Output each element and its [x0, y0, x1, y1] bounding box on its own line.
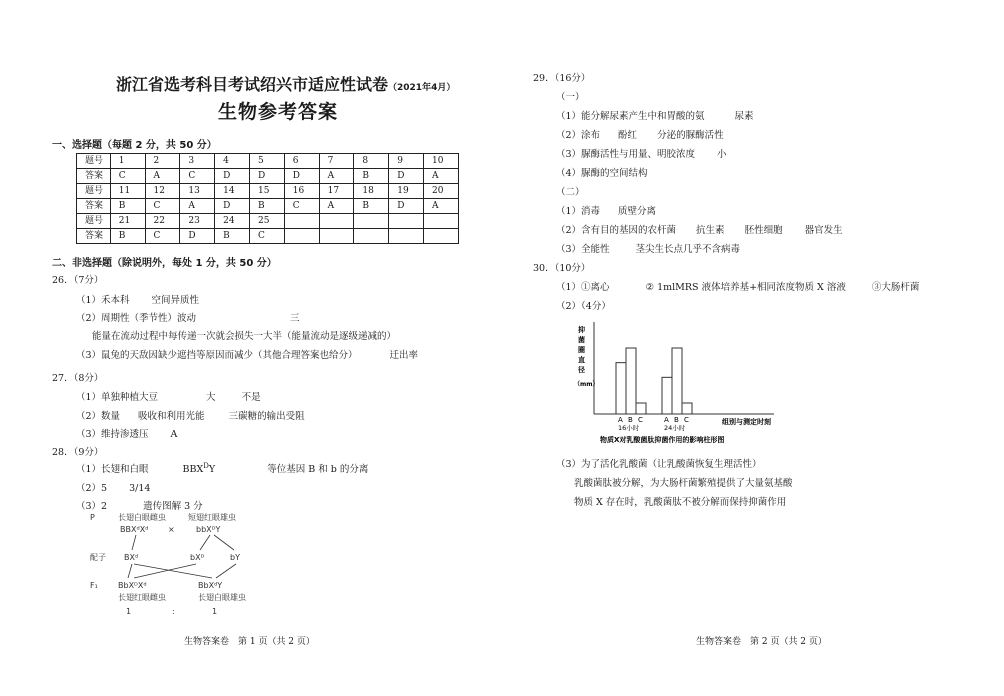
table-cell: A: [319, 169, 354, 184]
table-cell: D: [389, 169, 424, 184]
q29-line3: （3）脲酶活性与用量、明胶浓度 小: [556, 149, 727, 160]
table-cell: 25: [249, 214, 284, 229]
bar: [662, 377, 672, 414]
y-axis-label-char: 径: [578, 366, 585, 374]
section1-heading: 一、选择题（每题 2 分，共 50 分）: [52, 140, 217, 151]
q30-line2: （2）（4分）: [556, 301, 611, 312]
table-row-header: 题号: [77, 184, 111, 199]
table-cell: 15: [249, 184, 284, 199]
table-cell: 17: [319, 184, 354, 199]
q29-part2-line3: （3）全能性 茎尖生长点几乎不含病毒: [556, 244, 741, 255]
table-cell: 2: [145, 154, 180, 169]
table-cell: 19: [389, 184, 424, 199]
table-cell: 5: [249, 154, 284, 169]
bar-label: B: [628, 416, 633, 424]
gamete-1: BXᵈ: [124, 553, 139, 562]
group-label: 24小时: [664, 424, 686, 432]
table-cell: 13: [180, 184, 215, 199]
q30-line5: 物质 X 存在时，乳酸菌肽不被分解而保持抑菌作用: [574, 497, 787, 508]
table-cell: D: [249, 169, 284, 184]
table-cell: B: [215, 229, 250, 244]
table-cell: [424, 214, 459, 229]
table-cell: B: [354, 169, 389, 184]
bar-label: C: [638, 416, 643, 424]
ratio-left: 1: [126, 607, 132, 616]
x-axis-label: 组别与测定时刻: [722, 418, 771, 426]
f1-label: F₁: [90, 581, 98, 590]
answer-key-title: 生物参考答案: [218, 101, 339, 123]
table-cell: C: [249, 229, 284, 244]
genetic-diagram: [88, 510, 288, 616]
q29-heading: 29．（16分）: [533, 73, 591, 84]
table-cell: A: [319, 199, 354, 214]
q30-heading: 30．（10分）: [533, 263, 591, 274]
ratio-right: 1: [212, 607, 218, 616]
q30-line3: （3）为了活化乳酸菌（让乳酸菌恢复生理活性）: [556, 459, 762, 470]
table-cell: [354, 229, 389, 244]
table-cell: A: [424, 199, 459, 214]
q28-line2: （2）5 3/14: [76, 483, 151, 494]
table-cell: 4: [215, 154, 250, 169]
table-cell: 6: [284, 154, 319, 169]
arrow-line: [134, 564, 196, 578]
arrow-line: [216, 564, 236, 578]
f1-left-phenotype: 长翅红眼雌虫: [118, 593, 166, 602]
q27-line2: （2）数量 吸收和利用光能 三碳糖的输出受阻: [76, 411, 305, 422]
arrow-line: [200, 535, 210, 550]
table-cell: B: [354, 199, 389, 214]
table-row-header: 答案: [77, 169, 111, 184]
y-axis-label-char: 菌: [578, 336, 585, 344]
table-cell: 12: [145, 184, 180, 199]
f1-right-phenotype: 长翅白眼雄虫: [198, 593, 246, 602]
table-cell: [389, 214, 424, 229]
y-axis-label-char: 圈: [578, 346, 585, 354]
table-cell: [389, 229, 424, 244]
q26-heading: 26．（7分）: [52, 275, 104, 286]
table-cell: [319, 214, 354, 229]
table-cell: C: [145, 199, 180, 214]
table-cell: 8: [354, 154, 389, 169]
table-row-header: 题号: [77, 214, 111, 229]
table-row: [77, 184, 459, 199]
bar: [626, 348, 636, 414]
q28-line1: （1）长翅和白眼 $BBX^DY$ 等位基因 B 和 b 的分离: [76, 461, 369, 475]
table-cell: 10: [424, 154, 459, 169]
table-cell: [319, 229, 354, 244]
table-cell: 22: [145, 214, 180, 229]
table-cell: [284, 229, 319, 244]
p-right-genotype: bbXᴰY: [196, 525, 221, 534]
q29-part2: （二）: [556, 187, 585, 198]
arrow-line: [132, 535, 136, 550]
table-cell: 14: [215, 184, 250, 199]
page2-footer: 生物答案卷 第 2 页（共 2 页）: [696, 637, 827, 647]
table-cell: [354, 214, 389, 229]
q30-line4: 乳酸菌肽被分解，为大肠杆菌繁殖提供了大量氨基酸: [574, 478, 793, 489]
table-cell: 9: [389, 154, 424, 169]
p-left-genotype: BBXᵈXᵈ: [120, 525, 149, 534]
table-row: [77, 229, 459, 244]
cross-symbol: ×: [168, 525, 175, 534]
q27-heading: 27．（8分）: [52, 373, 104, 384]
f1-right-genotype: BbXᵈY: [198, 581, 223, 590]
table-cell: A: [424, 169, 459, 184]
q29-part2-line1: （1）消毒 质壁分离: [556, 206, 657, 217]
table-row: [77, 214, 459, 229]
q30-line1: （1）①离心 ② 1mlMRS 液体培养基+相同浓度物质 X 溶液 ③大肠杆菌: [556, 282, 920, 293]
bar: [636, 403, 646, 414]
q29-part2-line2: （2）含有目的基因的农杆菌 抗生素 胚性细胞 器官发生: [556, 225, 843, 236]
table-cell: 23: [180, 214, 215, 229]
table-cell: 3: [180, 154, 215, 169]
table-cell: C: [145, 229, 180, 244]
exam-title: 浙江省选考科目考试绍兴市适应性试卷（2021年4月）: [116, 75, 456, 94]
table-cell: 11: [110, 184, 145, 199]
chart-caption: 物质X对乳酸菌肽抑菌作用的影响柱形图: [600, 436, 725, 444]
bar-label: A: [664, 416, 669, 424]
bar: [616, 363, 626, 414]
table-row: [77, 154, 459, 169]
bar-chart: [574, 318, 784, 448]
q28-line3: （3）2 遗传图解 3 分: [76, 501, 203, 512]
table-cell: B: [249, 199, 284, 214]
bar: [672, 348, 682, 414]
table-row: [77, 169, 459, 184]
arrow-line: [214, 535, 234, 550]
q26-line2-cont: 能量在流动过程中每传递一次就会损失一大半（能量流动是逐级递减的）: [92, 331, 397, 342]
table-cell: 1: [110, 154, 145, 169]
gamete-label: 配子: [90, 553, 106, 562]
table-cell: D: [180, 229, 215, 244]
f1-left-genotype: BbXᴰXᵈ: [118, 581, 147, 590]
table-cell: 21: [110, 214, 145, 229]
arrow-line: [128, 564, 132, 578]
q29-line2: （2）涂布 酚红 分泌的脲酶活性: [556, 130, 724, 141]
answer-table: [76, 153, 459, 244]
table-cell: A: [145, 169, 180, 184]
table-cell: 16: [284, 184, 319, 199]
table-cell: D: [215, 199, 250, 214]
p-right-phenotype: 短翅红眼雄虫: [188, 513, 236, 522]
table-cell: 24: [215, 214, 250, 229]
q29-line4: （4）脲酶的空间结构: [556, 168, 648, 179]
table-cell: C: [110, 169, 145, 184]
ratio-colon: :: [172, 607, 175, 616]
diagram-p-label: P: [90, 513, 95, 522]
arrow-line: [134, 564, 212, 578]
group-label: 16小时: [618, 424, 640, 432]
bar: [682, 403, 692, 414]
y-axis-unit: （mm）: [574, 381, 599, 388]
bar-label: C: [684, 416, 689, 424]
q27-line1: （1）单独种植大豆 大 不是: [76, 392, 261, 403]
table-row: [77, 199, 459, 214]
table-cell: D: [284, 169, 319, 184]
q29-part1: （一）: [556, 92, 585, 103]
table-cell: [284, 214, 319, 229]
table-cell: 7: [319, 154, 354, 169]
table-cell: B: [110, 199, 145, 214]
gamete-2: bXᴰ: [190, 553, 205, 562]
bar-label: B: [674, 416, 679, 424]
table-cell: [424, 229, 459, 244]
q26-line3: （3）鼠兔的天敌因缺少遮挡等原因而减少（其他合理答案也给分） 迁出率: [76, 350, 419, 361]
table-cell: 20: [424, 184, 459, 199]
gamete-3: bY: [230, 553, 240, 562]
table-row-header: 答案: [77, 229, 111, 244]
table-cell: C: [180, 169, 215, 184]
y-axis-label-char: 抑: [578, 326, 585, 334]
q28-heading: 28．（9分）: [52, 447, 104, 458]
section2-heading: 二、非选择题（除说明外，每处 1 分，共 50 分）: [52, 258, 277, 269]
table-cell: C: [284, 199, 319, 214]
table-cell: D: [389, 199, 424, 214]
y-axis-label-char: 直: [578, 356, 585, 364]
table-row-header: 题号: [77, 154, 111, 169]
p-left-phenotype: 长翅白眼雌虫: [118, 513, 166, 522]
bar-label: A: [618, 416, 623, 424]
page1-footer: 生物答案卷 第 1 页（共 2 页）: [184, 637, 315, 647]
table-cell: A: [180, 199, 215, 214]
table-cell: 18: [354, 184, 389, 199]
table-row-header: 答案: [77, 199, 111, 214]
q29-line1: （1）能分解尿素产生中和胃酸的氨 尿素: [556, 111, 754, 122]
q26-line2: （2）周期性（季节性）波动 三: [76, 313, 300, 324]
table-cell: B: [110, 229, 145, 244]
table-cell: D: [215, 169, 250, 184]
q27-line3: （3）维持渗透压 A: [76, 429, 178, 440]
q26-line1: （1）禾本科 空间异质性: [76, 295, 200, 306]
